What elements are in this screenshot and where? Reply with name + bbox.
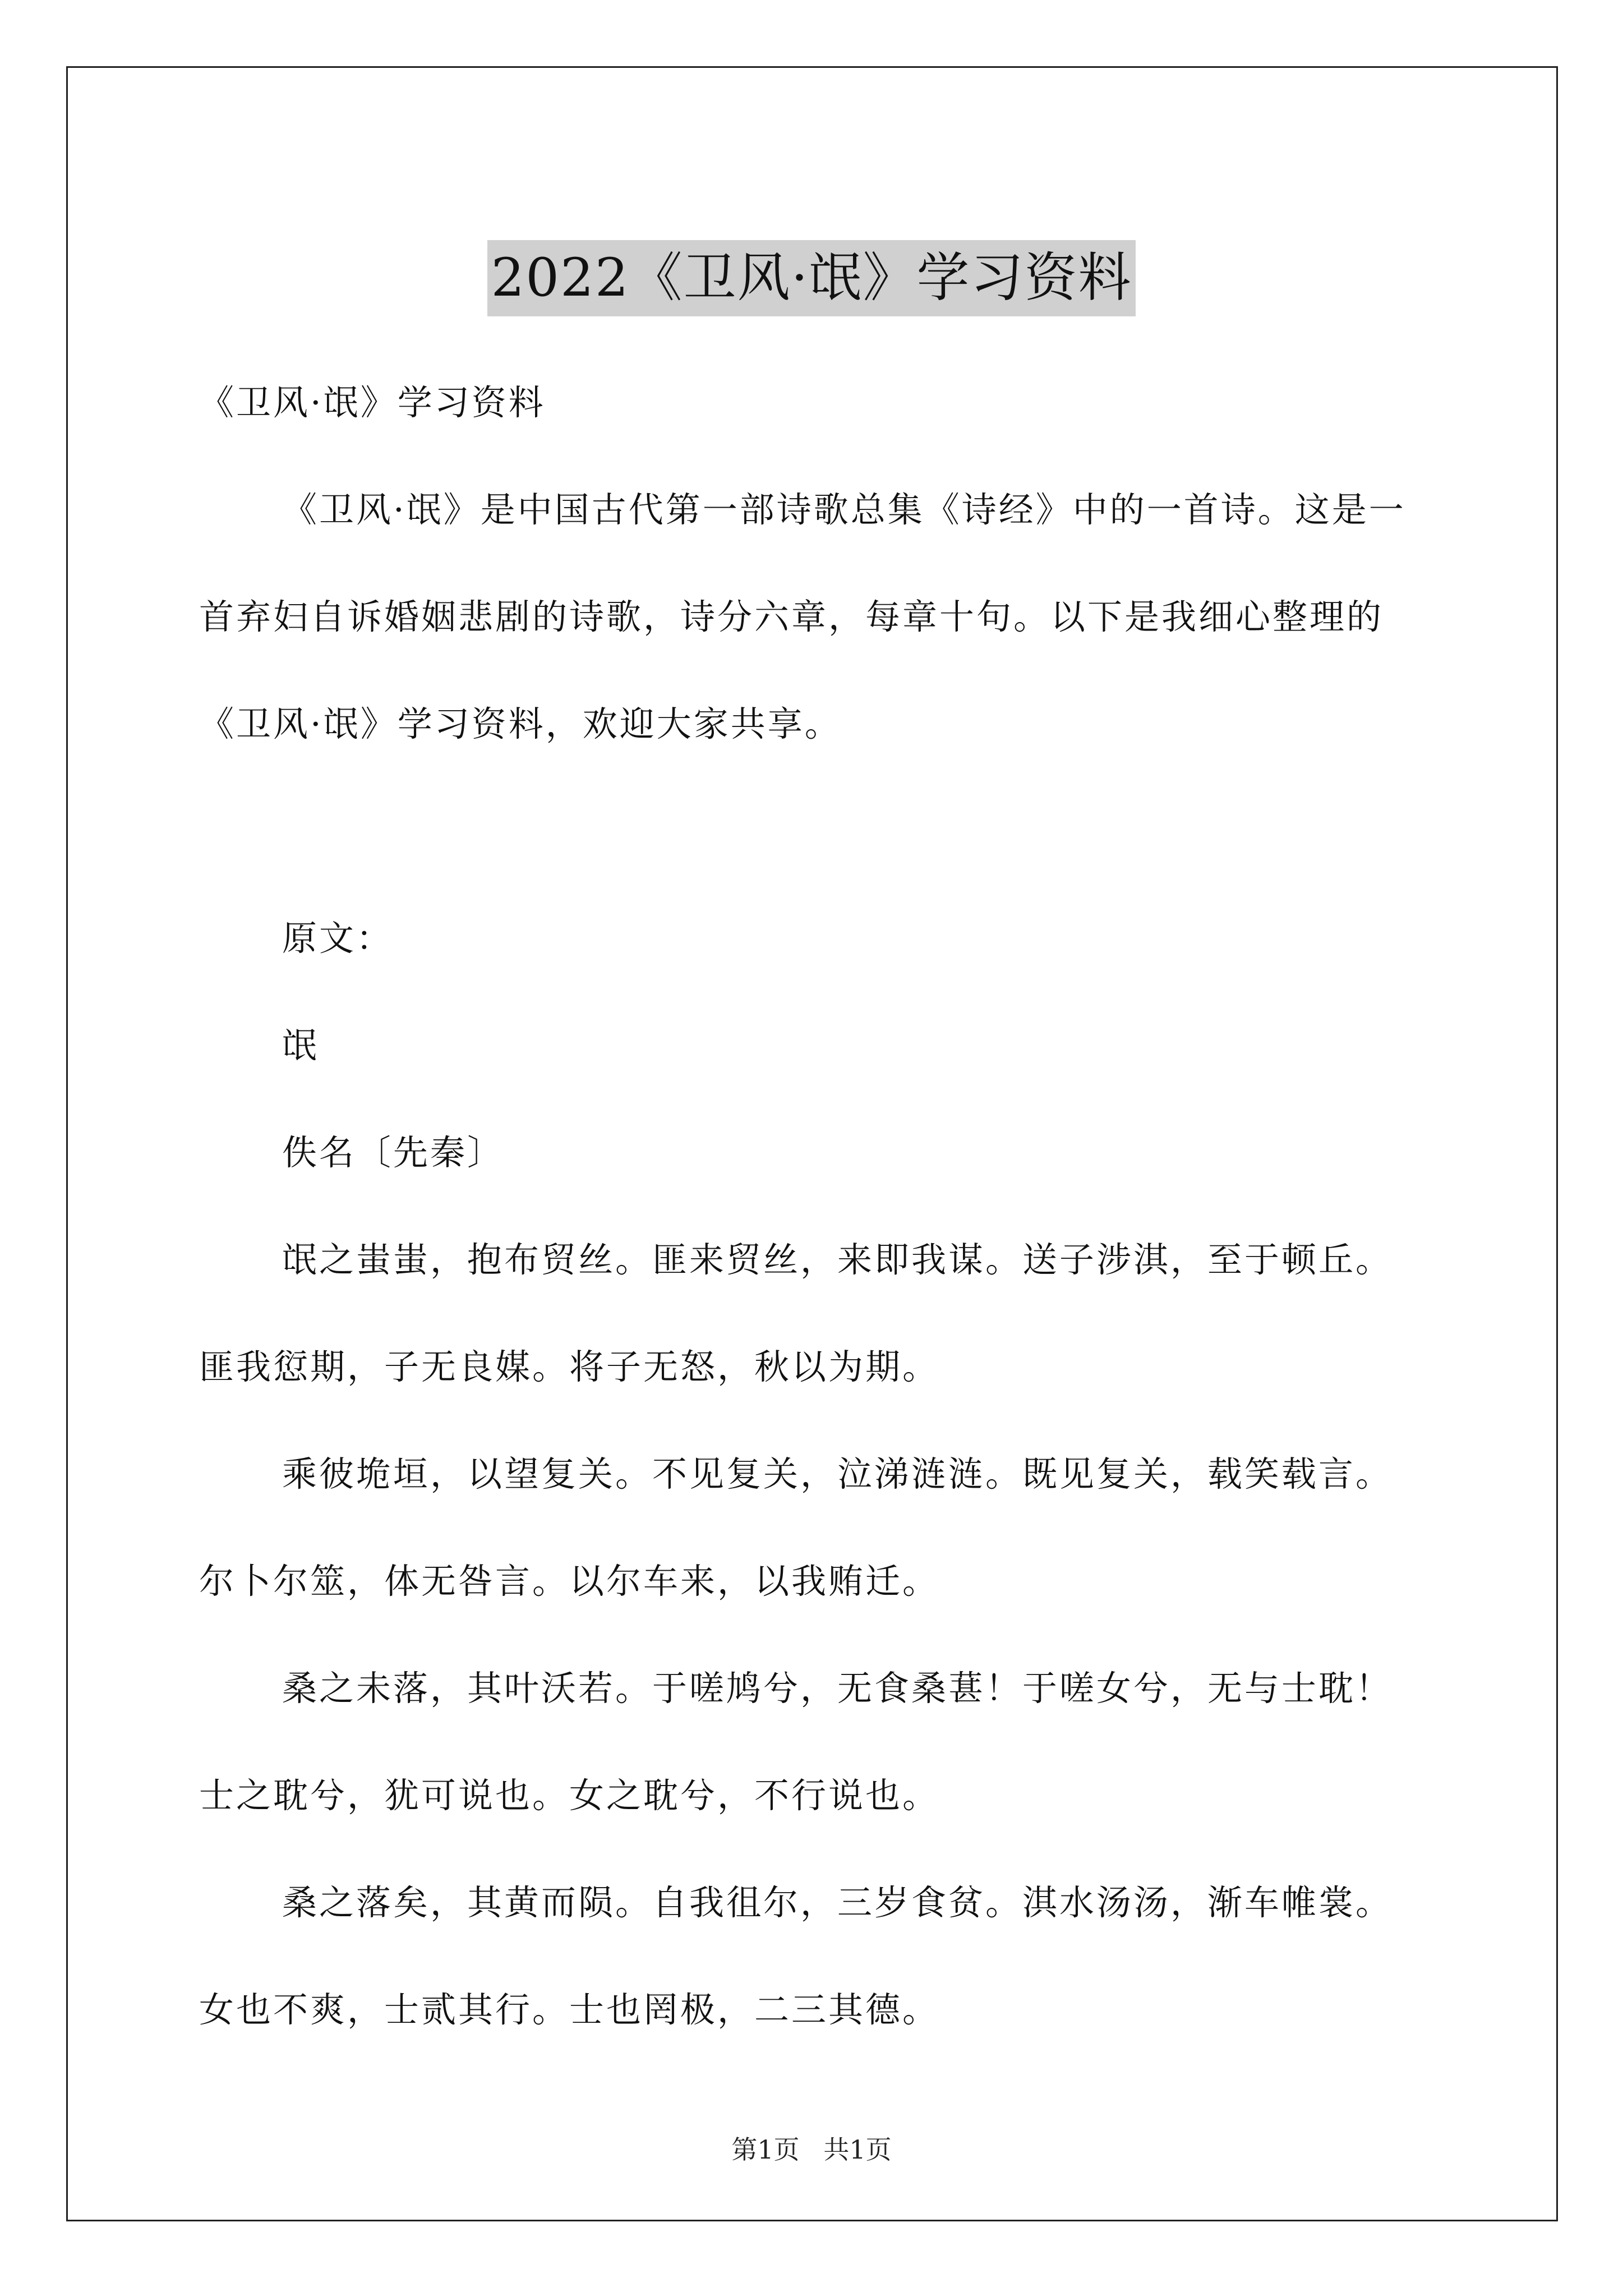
- document-title: 2022《卫风·氓》学习资料: [487, 240, 1135, 316]
- paragraph: 桑之落矣，其黄而陨。自我徂尔，三岁食贫。淇水汤汤，渐车帷裳。女也不爽，士贰其行。士也罔极，二三其德。: [199, 1882, 1393, 2030]
- paragraph: 《卫风·氓》学习资料: [199, 382, 546, 423]
- document-body: [199, 349, 1427, 2063]
- paragraph: 《卫风·氓》是中国古代第一部诗歌总集《诗经》中的一首诗。这是一首弃妇自诉婚姻悲剧的诗歌，诗分六章，每章十句。以下是我细心整理的《卫风·氓》学习资料，欢迎大家共享。: [199, 489, 1406, 744]
- paragraph: 原文：: [282, 918, 394, 959]
- page-number: 第1页: [731, 2134, 800, 2165]
- page-footer: [0, 2133, 1623, 2166]
- paragraph: 氓: [282, 1025, 320, 1066]
- title-container: [0, 205, 1623, 352]
- paragraph: 桑之未落，其叶沃若。于嗟鸠兮，无食桑葚！于嗟女兮，无与士耽！士之耽兮，犹可说也。女之耽兮，不行说也。: [199, 1668, 1393, 1816]
- paragraph: 氓之蚩蚩，抱布贸丝。匪来贸丝，来即我谋。送子涉淇，至于顿丘。匪我愆期，子无良媒。将子无怒，秋以为期。: [199, 1239, 1393, 1387]
- paragraph: 佚名〔先秦〕: [282, 1132, 505, 1173]
- paragraph: 乘彼垝垣，以望复关。不见复关，泣涕涟涟。既见复关，载笑载言。尔卜尔筮，体无咎言。以尔车来，以我贿迁。: [199, 1453, 1393, 1602]
- page-total: 共1页: [823, 2134, 892, 2165]
